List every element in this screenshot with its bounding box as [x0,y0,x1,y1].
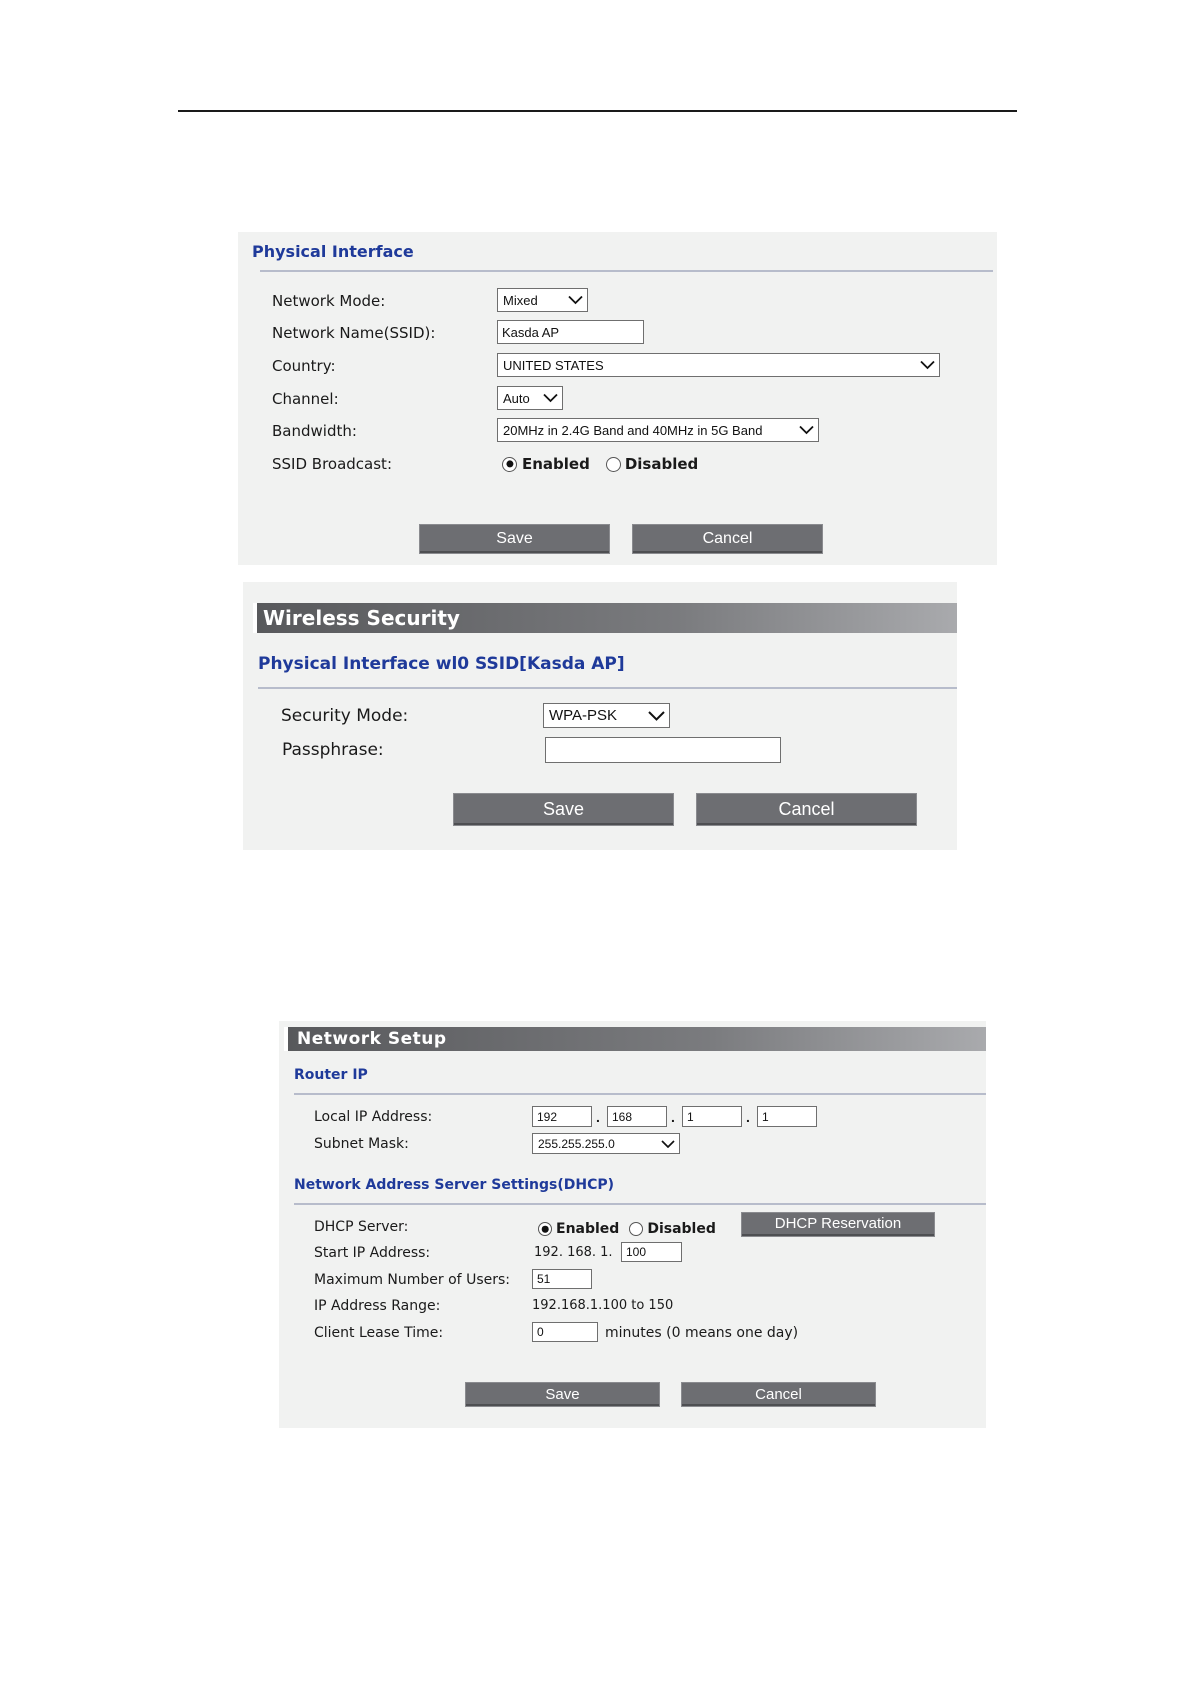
router-ip-title: Router IP [294,1067,368,1083]
banner-title: Wireless Security [263,606,460,630]
section-divider [294,1093,986,1095]
wireless-security-banner [253,603,957,633]
octet-value: 1 [687,1109,694,1124]
ip-range-label: IP Address Range: [314,1298,441,1314]
ssid-broadcast-enabled-radio[interactable] [502,457,517,472]
cancel-button[interactable]: Cancel [696,793,917,826]
local-ip-octet-4-input[interactable] [757,1106,817,1127]
start-ip-prefix: 192. 168. 1. [534,1245,613,1260]
dhcp-server-radio-group [538,1221,716,1237]
wireless-security-panel [243,582,957,850]
security-mode-label: Security Mode: [281,706,409,726]
ip-dot: . [746,1109,750,1125]
lease-time-value: 0 [537,1325,544,1339]
banner-title: Network Setup [297,1029,447,1049]
network-mode-label: Network Mode: [272,292,386,310]
ip-dot: . [671,1109,675,1125]
passphrase-label: Passphrase: [282,740,384,760]
chevron-down-icon [661,1140,675,1148]
dhcp-disabled-radio[interactable] [629,1222,643,1236]
octet-value: 1 [762,1109,769,1124]
local-ip-octet-2-input[interactable] [607,1106,667,1127]
security-mode-value: WPA-PSK [549,707,618,724]
country-value: UNITED STATES [503,357,604,373]
section-title: Physical Interface [252,242,414,261]
channel-label: Channel: [272,390,339,408]
subnet-mask-label: Subnet Mask: [314,1136,409,1152]
max-users-value: 51 [537,1272,551,1286]
network-name-label: Network Name(SSID): [272,324,436,342]
dhcp-server-label: DHCP Server: [314,1219,409,1235]
ip-dot: . [596,1109,600,1125]
section-title: Physical Interface wl0 SSID[Kasda AP] [258,654,625,674]
octet-value: 168 [612,1109,633,1124]
subnet-mask-value: 255.255.255.0 [538,1136,615,1151]
octet-value: 192 [537,1109,558,1124]
section-divider [260,270,993,272]
chevron-down-icon [568,296,583,305]
save-button[interactable]: Save [465,1382,660,1407]
lease-time-input[interactable] [532,1322,598,1342]
ssid-broadcast-enabled-label[interactable]: Enabled [522,455,590,473]
dhcp-enabled-label[interactable]: Enabled [556,1221,620,1237]
chevron-down-icon [648,711,665,721]
start-ip-input[interactable] [621,1242,682,1262]
bandwidth-label: Bandwidth: [272,422,357,440]
chevron-down-icon [543,394,558,403]
local-ip-octet-3-input[interactable] [682,1106,742,1127]
max-users-input[interactable] [532,1269,592,1289]
local-ip-label: Local IP Address: [314,1109,433,1125]
dhcp-enabled-radio[interactable] [538,1222,552,1236]
country-select[interactable] [497,353,940,377]
bandwidth-value: 20MHz in 2.4G Band and 40MHz in 5G Band [503,422,763,438]
physical-interface-panel [238,232,997,565]
start-ip-value: 100 [626,1245,647,1259]
country-label: Country: [272,357,336,375]
dhcp-reservation-button[interactable]: DHCP Reservation [741,1212,935,1237]
ssid-broadcast-label: SSID Broadcast: [272,455,392,473]
lease-time-label: Client Lease Time: [314,1325,444,1341]
save-button[interactable]: Save [453,793,674,826]
dhcp-disabled-label[interactable]: Disabled [647,1221,716,1237]
local-ip-octet-1-input[interactable] [532,1106,592,1127]
network-name-value: Kasda AP [502,324,560,340]
chevron-down-icon [920,361,935,370]
top-rule [178,110,1017,112]
ssid-broadcast-radio-group [502,455,698,473]
channel-value: Auto [503,390,530,406]
passphrase-input[interactable] [545,737,781,763]
network-mode-select[interactable] [497,288,588,312]
network-mode-value: Mixed [503,292,538,308]
cancel-button[interactable]: Cancel [681,1382,876,1407]
ip-range-value: 192.168.1.100 to 150 [532,1298,674,1313]
network-setup-banner [284,1027,986,1051]
ssid-broadcast-disabled-label[interactable]: Disabled [624,455,699,473]
ssid-broadcast-disabled-radio[interactable] [606,457,621,472]
chevron-down-icon [799,426,814,435]
section-divider [258,687,957,689]
security-mode-select[interactable] [543,703,670,728]
channel-select[interactable] [497,386,563,410]
bandwidth-select[interactable] [497,418,819,442]
cancel-button[interactable]: Cancel [632,524,823,554]
max-users-label: Maximum Number of Users: [314,1272,510,1288]
start-ip-label: Start IP Address: [314,1245,431,1261]
network-name-input[interactable] [497,320,644,344]
save-button[interactable]: Save [419,524,610,554]
dhcp-title: Network Address Server Settings(DHCP) [294,1177,614,1193]
subnet-mask-select[interactable] [532,1133,680,1154]
network-setup-panel [279,1021,986,1428]
section-divider [294,1203,986,1205]
lease-time-suffix: minutes (0 means one day) [605,1325,799,1341]
